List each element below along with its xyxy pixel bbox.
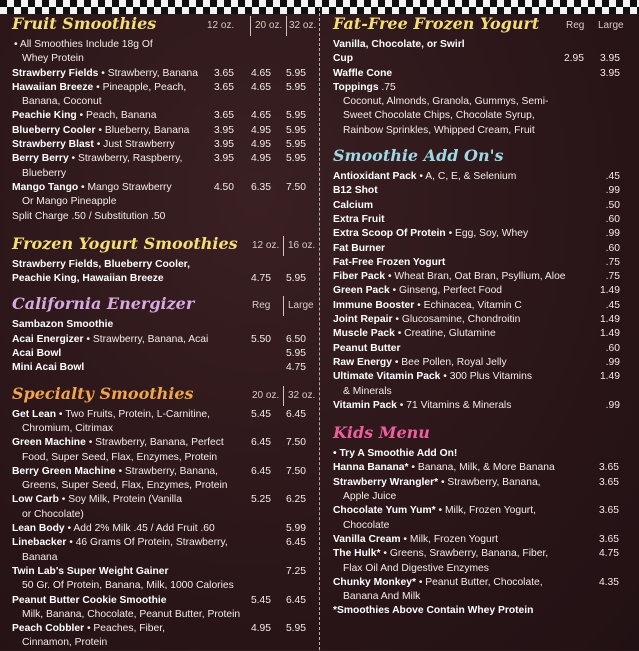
item-price: 5.25 bbox=[250, 494, 271, 506]
item-price: 7.25 bbox=[285, 565, 306, 577]
item-price: 6.25 bbox=[285, 494, 306, 506]
item-price: 3.95 bbox=[213, 153, 234, 165]
size-header: 20 oz. bbox=[252, 389, 280, 401]
menu-item bbox=[333, 342, 629, 356]
section-title: Fruit Smoothies bbox=[12, 14, 157, 33]
item-price: 4.65 bbox=[250, 110, 271, 122]
menu-item bbox=[12, 333, 310, 347]
item-description: .75 bbox=[378, 81, 396, 93]
size-header: 12 oz. bbox=[252, 239, 280, 251]
menu-item bbox=[333, 38, 629, 52]
menu-item bbox=[12, 138, 310, 152]
item-price: .99 bbox=[605, 185, 620, 197]
menu-item bbox=[12, 210, 310, 224]
menu-item bbox=[12, 479, 310, 493]
item-name: Fat-Free Frozen Yogurt bbox=[333, 256, 446, 268]
item-price: 7.50 bbox=[285, 465, 306, 477]
menu-section bbox=[12, 294, 314, 375]
item-description: • Bee Pollen, Royal Jelly bbox=[391, 356, 507, 368]
menu-item bbox=[12, 109, 310, 123]
item-description: • Peanut Butter, Chocolate, bbox=[415, 576, 543, 588]
item-name: Vanilla Cream bbox=[333, 533, 401, 545]
menu-item bbox=[333, 242, 629, 256]
size-header: 32 oz. bbox=[288, 389, 316, 401]
item-detail: Apple Juice bbox=[343, 491, 397, 503]
section-title: Frozen Yogurt Smoothies bbox=[12, 233, 238, 253]
item-name: Toppings bbox=[333, 81, 379, 93]
item-description: • Milk, Frozen Yogurt bbox=[400, 533, 499, 545]
menu-item bbox=[333, 67, 629, 81]
menu-item bbox=[333, 356, 629, 370]
section-header bbox=[12, 383, 316, 408]
menu-item bbox=[12, 318, 310, 332]
item-name: Acai Bowl bbox=[12, 348, 62, 360]
menu-item bbox=[12, 347, 310, 361]
item-description: • Strawberry, Banana, bbox=[438, 476, 541, 488]
item-description: • 300 Plus Vitamins bbox=[440, 371, 532, 383]
menu-item bbox=[12, 361, 310, 375]
left-column bbox=[12, 14, 317, 651]
menu-item bbox=[333, 490, 629, 504]
menu-item bbox=[333, 199, 629, 213]
menu-item bbox=[333, 227, 629, 241]
menu-item bbox=[333, 590, 629, 604]
item-name: Twin Lab's Super Weight Gainer bbox=[12, 565, 169, 577]
item-description: • Strawberry, Banana, Acai bbox=[83, 333, 209, 345]
item-price: 5.95 bbox=[285, 67, 306, 79]
item-price: 3.95 bbox=[213, 139, 234, 151]
menu-item bbox=[333, 52, 629, 66]
menu-item bbox=[12, 579, 310, 593]
size-header: Large bbox=[288, 300, 314, 312]
menu-item bbox=[12, 272, 310, 286]
menu-item bbox=[12, 95, 310, 109]
item-description: • Egg, Soy, Whey bbox=[445, 228, 529, 240]
item-name: Get Lean bbox=[12, 408, 57, 420]
item-price: 3.65 bbox=[598, 505, 619, 517]
item-price: 6.35 bbox=[250, 181, 271, 193]
menu-item bbox=[12, 636, 310, 650]
item-price: 4.75 bbox=[598, 548, 619, 560]
menu-item bbox=[12, 451, 310, 465]
item-description: • Greens, Srawberry, Banana, Fiber, bbox=[380, 548, 549, 560]
item-detail: Sweet Chocolate Chips, Chocolate Syrup, bbox=[343, 110, 535, 122]
size-header: 32 oz. bbox=[289, 20, 317, 31]
item-description: • Strawberry, Banana, bbox=[115, 465, 219, 477]
item-name: Peach Cobbler bbox=[12, 623, 85, 635]
item-name: Waffle Cone bbox=[333, 67, 393, 79]
menu-item bbox=[12, 52, 310, 66]
item-name: Peachie King, Hawaiian Breeze bbox=[12, 273, 164, 285]
item-price: .99 bbox=[605, 399, 620, 411]
item-name: Strawberry Blast bbox=[12, 139, 94, 151]
item-price: 3.65 bbox=[213, 81, 234, 93]
item-price: 3.95 bbox=[599, 67, 620, 79]
section-header bbox=[12, 294, 314, 318]
item-price: 4.75 bbox=[285, 362, 306, 374]
section-title: California Energizer bbox=[12, 294, 195, 314]
item-description: • Glucosamine, Chondroitin bbox=[392, 314, 521, 326]
item-name: *Smoothies Above Contain Whey Protein bbox=[333, 605, 534, 617]
item-price: 5.99 bbox=[285, 523, 306, 535]
size-header: 20 oz. bbox=[255, 20, 283, 31]
menu-item bbox=[12, 38, 310, 52]
menu-item bbox=[333, 313, 629, 327]
menu-item bbox=[333, 81, 629, 95]
section-header bbox=[12, 14, 317, 38]
item-price: 5.50 bbox=[250, 333, 271, 345]
item-price: 4.95 bbox=[250, 153, 271, 165]
item-detail: Or Mango Pineapple bbox=[22, 196, 117, 208]
item-detail: Greens, Super Seed, Flax, Enzymes, Protein bbox=[22, 480, 228, 492]
item-price: 6.45 bbox=[250, 465, 271, 477]
item-detail: Chocolate bbox=[343, 519, 390, 531]
item-name: Antioxidant Pack bbox=[333, 171, 417, 183]
menu-section bbox=[12, 14, 317, 224]
menu-item bbox=[12, 522, 310, 536]
item-detail: Banana And Milk bbox=[343, 591, 421, 603]
item-detail: Flax Oil And Digestive Enzymes bbox=[343, 562, 489, 574]
menu-item bbox=[333, 461, 629, 475]
item-name: Extra Fruit bbox=[333, 213, 385, 225]
menu-item bbox=[333, 604, 629, 618]
item-description: • Strawberry, Banana, Perfect bbox=[85, 437, 224, 449]
item-name: Vitamin Pack bbox=[333, 399, 397, 411]
item-description: • Strawberry, Banana bbox=[98, 67, 198, 79]
menu-item bbox=[333, 576, 629, 590]
item-detail: Cinnamon, Protein bbox=[22, 637, 108, 649]
item-name: Sambazon Smoothie bbox=[12, 319, 114, 331]
item-price: .99 bbox=[605, 228, 620, 240]
section-header bbox=[333, 14, 629, 38]
column-separator bbox=[250, 16, 251, 36]
item-price: 6.50 bbox=[285, 333, 306, 345]
menu-item bbox=[12, 493, 310, 507]
menu-item bbox=[333, 476, 629, 490]
menu-section bbox=[12, 383, 316, 651]
item-price: 1.49 bbox=[599, 328, 620, 340]
column-separator bbox=[283, 236, 284, 256]
menu-item bbox=[12, 167, 310, 181]
item-price: 5.95 bbox=[285, 124, 306, 136]
section-header bbox=[12, 233, 316, 258]
item-description: • Echinacea, Vitamin C bbox=[414, 299, 522, 311]
item-price: 1.49 bbox=[599, 285, 620, 297]
item-name: Calcium bbox=[333, 199, 374, 211]
item-price: 5.95 bbox=[285, 139, 306, 151]
section-title: Kids Menu bbox=[333, 423, 430, 443]
menu-item bbox=[333, 213, 629, 227]
item-price: 4.65 bbox=[250, 81, 271, 93]
menu-item bbox=[12, 551, 310, 565]
item-description: • Creatine, Glutamine bbox=[394, 328, 496, 340]
item-name: Linebacker bbox=[12, 537, 67, 549]
section-title: Specialty Smoothies bbox=[12, 383, 194, 403]
item-price: 6.45 bbox=[285, 594, 306, 606]
item-price: 4.50 bbox=[213, 181, 234, 193]
item-price: 5.95 bbox=[285, 81, 306, 93]
item-price: 2.95 bbox=[563, 53, 584, 65]
section-title: Smoothie Add On's bbox=[333, 146, 504, 166]
menu-item bbox=[333, 184, 629, 198]
item-description: • Strawberry, Raspberry, bbox=[68, 153, 183, 165]
item-price: 6.45 bbox=[285, 408, 306, 420]
menu-item bbox=[12, 422, 310, 436]
menu-item bbox=[333, 109, 629, 123]
item-price: 5.95 bbox=[285, 623, 306, 635]
menu-item bbox=[333, 370, 629, 384]
item-name: Ultimate Vitamin Pack bbox=[333, 371, 441, 383]
menu-item bbox=[333, 170, 629, 184]
item-price: .75 bbox=[605, 256, 620, 268]
menu-item bbox=[12, 124, 310, 138]
menu-section bbox=[333, 14, 629, 138]
item-name: Blueberry Cooler bbox=[12, 124, 96, 136]
item-detail: Milk, Banana, Chocolate, Peanut Butter, Protein bbox=[22, 608, 241, 620]
menu-item bbox=[333, 327, 629, 341]
item-description: • Milk, Frozen Yogurt, bbox=[435, 505, 536, 517]
item-description: • Banana, Milk, & More Banana bbox=[408, 462, 555, 474]
menu-item bbox=[12, 81, 310, 95]
item-detail: Food, Super Seed, Flax, Enzymes, Protein bbox=[22, 451, 218, 463]
item-price: 7.50 bbox=[285, 181, 306, 193]
item-price: .60 bbox=[605, 242, 620, 254]
item-price: .60 bbox=[605, 342, 620, 354]
item-price: .60 bbox=[605, 213, 620, 225]
item-price: .99 bbox=[605, 356, 620, 368]
item-name: • Try A Smoothie Add On! bbox=[333, 448, 458, 460]
section-header bbox=[333, 146, 629, 170]
menu-item bbox=[12, 67, 310, 81]
item-name: Immune Booster bbox=[333, 299, 415, 311]
item-price: 1.49 bbox=[599, 371, 620, 383]
item-price: 1.49 bbox=[599, 314, 620, 326]
item-name: Mini Acai Bowl bbox=[12, 362, 85, 374]
item-price: .45 bbox=[605, 171, 620, 183]
item-name: Strawberry Fields, Blueberry Cooler, bbox=[12, 258, 190, 270]
item-description: • Wheat Bran, Oat Bran, Psyllium, Aloe bbox=[385, 271, 566, 283]
item-name: Raw Energy bbox=[333, 356, 392, 368]
item-description: • Soy Milk, Protein (Vanilla bbox=[58, 494, 182, 506]
item-name: Lean Body bbox=[12, 523, 65, 535]
menu-item bbox=[333, 547, 629, 561]
section-header bbox=[333, 423, 629, 447]
item-price: 3.95 bbox=[213, 124, 234, 136]
menu-item bbox=[12, 565, 310, 579]
item-name: Berry Berry bbox=[12, 153, 69, 165]
menu-item bbox=[333, 385, 629, 399]
size-header: Reg bbox=[566, 20, 585, 31]
menu-item bbox=[12, 608, 310, 622]
item-name: Extra Scoop Of Protein bbox=[333, 228, 446, 240]
item-price: 4.95 bbox=[250, 124, 271, 136]
item-price: 3.65 bbox=[213, 67, 234, 79]
size-header: 16 oz. bbox=[288, 239, 316, 251]
item-price: .45 bbox=[605, 299, 620, 311]
menu-item bbox=[12, 408, 310, 422]
item-description: • A, C, E, & Selenium bbox=[416, 171, 517, 183]
item-price: 5.95 bbox=[285, 110, 306, 122]
item-detail: or Chocolate) bbox=[22, 508, 84, 520]
item-price: .50 bbox=[605, 199, 620, 211]
menu-item bbox=[333, 504, 629, 518]
menu-item bbox=[333, 95, 629, 109]
menu-item bbox=[12, 195, 310, 209]
menu-item bbox=[333, 270, 629, 284]
menu-item bbox=[12, 152, 310, 166]
menu-section bbox=[333, 423, 629, 619]
item-price: .75 bbox=[605, 271, 620, 283]
menu-item bbox=[12, 508, 310, 522]
item-price: 5.95 bbox=[285, 348, 306, 360]
item-description: • Blueberry, Banana bbox=[95, 124, 190, 136]
item-name: Low Carb bbox=[12, 494, 59, 506]
item-name: Joint Repair bbox=[333, 314, 393, 326]
menu-item bbox=[12, 181, 310, 195]
item-name: Vanilla, Chocolate, or Swirl bbox=[333, 39, 465, 50]
item-detail: Banana bbox=[22, 551, 58, 563]
item-description: • Peaches, Fiber, bbox=[84, 623, 165, 635]
item-name: Green Machine bbox=[12, 437, 86, 449]
menu-item bbox=[12, 594, 310, 608]
menu-item bbox=[12, 622, 310, 636]
menu-item bbox=[333, 447, 629, 461]
menu-item bbox=[12, 436, 310, 450]
section-title: Fat-Free Frozen Yogurt bbox=[333, 14, 540, 33]
menu-item bbox=[333, 562, 629, 576]
item-detail: Banana, Coconut bbox=[22, 96, 102, 108]
item-price: 5.95 bbox=[285, 153, 306, 165]
item-name: Acai Energizer bbox=[12, 333, 84, 345]
item-name: Cup bbox=[333, 53, 354, 65]
size-header: Large bbox=[598, 20, 624, 31]
item-description: • 71 Vitamins & Minerals bbox=[396, 399, 512, 411]
item-description: • Peach, Banana bbox=[76, 110, 157, 122]
item-name: B12 Shot bbox=[333, 185, 378, 197]
menu-item bbox=[12, 536, 310, 550]
item-description: • Ginseng, Perfect Food bbox=[389, 285, 503, 297]
item-detail: Blueberry bbox=[22, 167, 67, 179]
item-price: 5.45 bbox=[250, 408, 271, 420]
item-name: Peachie King bbox=[12, 110, 77, 122]
item-name: The Hulk* bbox=[333, 548, 381, 560]
item-name: Green Pack bbox=[333, 285, 390, 297]
size-header: Reg bbox=[252, 300, 271, 312]
item-price: 7.50 bbox=[285, 437, 306, 449]
menu-item bbox=[12, 258, 310, 272]
item-name: Peanut Butter bbox=[333, 342, 401, 354]
menu-item bbox=[333, 533, 629, 547]
item-name: Chunky Monkey* bbox=[333, 576, 416, 588]
item-detail: & Minerals bbox=[343, 385, 392, 397]
item-price: 4.95 bbox=[250, 623, 271, 635]
item-price: 5.95 bbox=[285, 273, 306, 285]
item-name: Berry Green Machine bbox=[12, 465, 116, 477]
item-price: 4.95 bbox=[250, 139, 271, 151]
column-separator bbox=[283, 296, 284, 316]
column-separator bbox=[283, 386, 284, 406]
item-description: • Add 2% Milk .45 / Add Fruit .60 bbox=[64, 523, 215, 535]
item-description: • Pineapple, Peach, bbox=[93, 81, 187, 93]
item-name: Hawaiian Breeze bbox=[12, 81, 94, 93]
menu-item bbox=[333, 284, 629, 298]
item-price: 5.45 bbox=[250, 594, 271, 606]
item-price: 3.65 bbox=[213, 110, 234, 122]
item-price: 3.95 bbox=[599, 53, 620, 65]
item-detail: • All Smoothies Include 18g Of bbox=[14, 39, 153, 50]
item-detail: Split Charge .50 / Substitution .50 bbox=[12, 210, 166, 222]
item-name: Fat Burner bbox=[333, 242, 386, 254]
size-header: 12 oz. bbox=[207, 20, 235, 31]
menu-item bbox=[333, 519, 629, 533]
item-description: • 46 Grams Of Protein, Strawberry, bbox=[66, 537, 228, 549]
item-price: 6.45 bbox=[285, 537, 306, 549]
item-price: 3.65 bbox=[598, 462, 619, 474]
item-name: Strawberry Wrangler* bbox=[333, 476, 439, 488]
item-description: • Just Strawberry bbox=[93, 139, 175, 151]
item-name: Strawberry Fields bbox=[12, 67, 99, 79]
column-divider bbox=[319, 8, 320, 650]
item-name: Chocolate Yum Yum* bbox=[333, 505, 436, 517]
item-price: 6.45 bbox=[250, 437, 271, 449]
menu-section bbox=[333, 146, 629, 413]
menu-item bbox=[12, 465, 310, 479]
item-detail: Coconut, Almonds, Granola, Gummys, Semi- bbox=[343, 96, 549, 108]
item-name: Muscle Pack bbox=[333, 328, 395, 340]
item-name: Mango Tango bbox=[12, 181, 79, 193]
item-price: 4.65 bbox=[250, 67, 271, 79]
item-price: 3.65 bbox=[598, 533, 619, 545]
menu-item bbox=[333, 299, 629, 313]
item-detail: Whey Protein bbox=[22, 53, 84, 65]
menu-item bbox=[333, 256, 629, 270]
column-separator bbox=[286, 16, 287, 36]
item-description: • Mango Strawberry bbox=[78, 181, 172, 193]
menu-item bbox=[333, 399, 629, 413]
item-price: 4.35 bbox=[598, 576, 619, 588]
menu-section bbox=[12, 233, 316, 287]
item-price: 4.75 bbox=[250, 273, 271, 285]
item-detail: Rainbow Sprinkles, Whipped Cream, Fruit bbox=[343, 124, 535, 136]
item-name: Fiber Pack bbox=[333, 271, 386, 283]
menu-item bbox=[333, 124, 629, 138]
item-name: Peanut Butter Cookie Smoothie bbox=[12, 594, 167, 606]
item-detail: Chromium, Citrimax bbox=[22, 422, 113, 434]
item-detail: 50 Gr. Of Protein, Banana, Milk, 1000 Calories bbox=[22, 580, 234, 592]
item-description: • Two Fruits, Protein, L-Carnitine, bbox=[56, 408, 210, 420]
item-name: Hanna Banana* bbox=[333, 462, 409, 474]
item-price: 3.65 bbox=[598, 476, 619, 488]
right-column bbox=[333, 14, 629, 619]
